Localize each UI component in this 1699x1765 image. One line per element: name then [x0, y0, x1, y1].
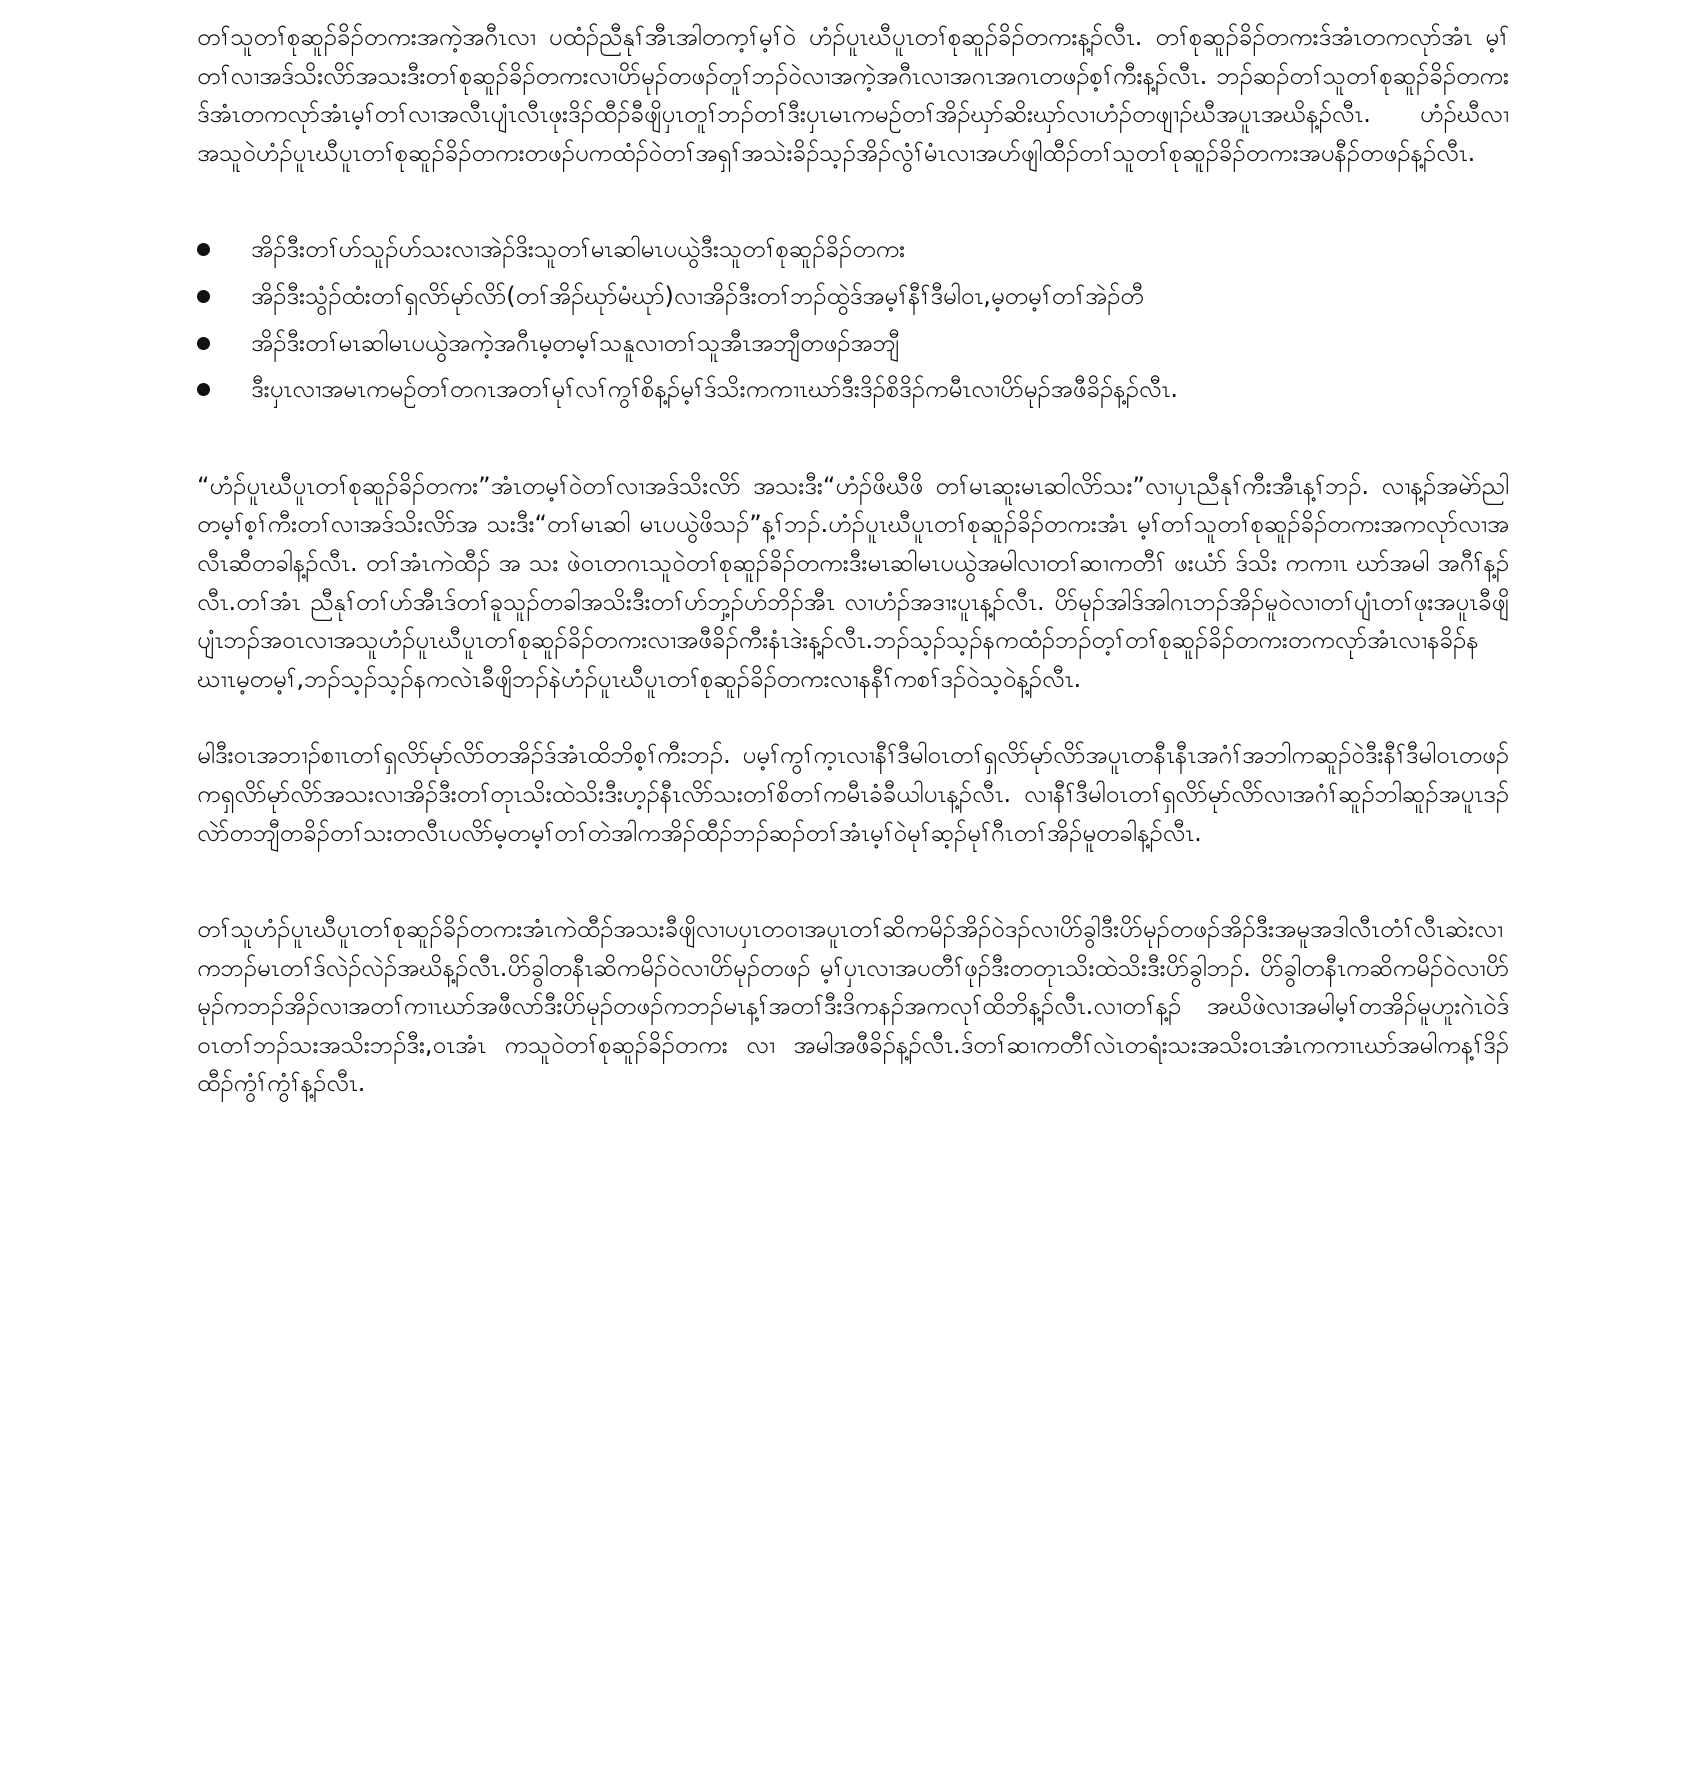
- bullet-dot-icon: [197, 337, 210, 350]
- bullet-dot-icon: [197, 290, 210, 303]
- paragraph-2: “ဟံၣ်ပူၤဃီပူၤတၢ်စုဆူၣ်ခိၣ်တကး”အံၤတမ့ၢ်ဝဲတၢ်လၢအဒ်သိးလိာ် အသးဒီး“ဟံၣ်ဖိဃီဖိ တၢ်မၤဆူးမၤဆါလိာ်သး”လၢပှၤညီနုၢ်ကီးအီၤန့ၢ်ဘၣ်. လၢန့ၣ်အမဲာ်ညါတမ့ၢ်စ့ၢ်ကီးတၢ်လၢအဒ်သိးလိာ်အ သးဒီး“တၢ်မၤဆါ မၤပယွဲဖိသၣ်”န့ၢ်ဘၣ်.ဟံၣ်ပူၤဃီပူၤတၢ်စုဆူၣ်ခိၣ်တကးအံၤ မ့ၢ်တၢ်သူတၢ်စုဆူၣ်ခိၣ်တကးအကလုာ်လၢအလီၤဆီတခါန့ၣ်လီၤ. တၢ်အံၤကဲထီၣ် အ သး ဖဲဝၤတဂၤသူဝဲတၢ်စုဆူၣ်ခိၣ်တကးဒီးမၤဆါမၤပယွဲအမါလၢတၢ်ဆၢကတီၢ် ဖးယံာ် ဒ်သိး ကကၢၤ ဃာ်အမါ အဂီၢ်န့ၣ် လီၤ.တၢ်အံၤ ညီနုၢ်တၢ်ဟ်အီၤဒ်တၢ်ခူသူၣ်တခါအသိးဒီးတၢ်ဟ်ဘှ့ၣ်ဟ်ဘိၣ်အီၤ လၢဟံၣ်အဒၢးပူၤန့ၣ်လီၤ. ပိာ်မုၣ်အါဒ်အါဂၤဘၣ်အိၣ်မူဝဲလၢတၢ်ပျံၤတၢ်ဖုးအပူၤခီဖျိပျံၤဘၣ်အဝၤလၢအသူဟံၣ်ပူၤဃီပူၤတၢ်စုဆူၣ်ခိၣ်တကးလၢအဖီခိၣ်ကီးနံၤဒဲးန့ၣ်လီၤ.ဘၣ်သ့ၣ်သ့ၣ်နကထံၣ်ဘၣ်တ့ၢ်တၢ်စုဆူၣ်ခိၣ်တကးတကလုာ်အံၤလၢနခိၣ်နဃၢၤမ့တမ့ၢ်,ဘၣ်သ့ၣ်သ့ၣ်နကလဲၤခီဖျိဘၣ်နဲဟံၣ်ပူၤဃီပူၤတၢ်စုဆူၣ်ခိၣ်တကးလၢနနီၢ်ကစၢ်ဒၣ်ဝဲသ့ဝဲန့ၣ်လီၤ.: [197, 471, 1510, 693]
- intro-paragraph: တၢ်သူတၢ်စုဆူၣ်ခိၣ်တကးအကဲ့အဂီၤလၢ ပထံၣ်ညီနုၢ်အီၤအါတက့ၢ်မ့ၢ်ဝဲ ဟံၣ်ပူၤဃီပူၤတၢ်စုဆူၣ်ခိၣ်တကးန့ၣ်လီၤ. တၢ်စုဆူၣ်ခိၣ်တကးဒ်အံၤတကလုာ်အံၤ မ့ၢ်တၢ်လၢအဒ်သိးလိာ်အသးဒီးတၢ်စုဆူၣ်ခိၣ်တကးလၢပိာ်မုၣ်တဖၣ်တူၢ်ဘၣ်ဝဲလၢအကဲ့အဂီၤလၢအဂၤအဂၤတဖၣ်စ့ၢ်ကီးန့ၣ်လီၤ. ဘၣ်ဆၣ်တၢ်သူတၢ်စုဆူၣ်ခိၣ်တကးဒ်အံၤတကလုာ်အံၤမ့ၢ်တၢ်လၢအလီၤပျံၤလီၤဖုးဒိၣ်ထီၣ်ခီဖျိပှၤတူၢ်ဘၣ်တၢ်ဒီးပှၤမၤကမဉ်တၢ်အိၣ်ဃှာ်ဆိးဃှာ်လၢဟံၣ်တဖျၢၣ်ဃီအပူၤအဃိန့ၣ်လီၤ. ဟံၣ်ဃီလၢအသူဝဲဟံၣ်ပူၤဃီပူၤတၢ်စုဆူၣ်ခိၣ်တကးတဖၣ်ပကထံၣ်ဝဲတၢ်အရှၢ်အသဲးခိၣ်သ့ၣ်အိၣ်လွံၢ်မံၤလၢအဟ်ဖျါထီၣ်တၢ်သူတၢ်စုဆူၣ်ခိၣ်တကးအပနီၣ်တဖၣ်န့ၣ်လီၤ.: [197, 23, 1509, 167]
- bullet-item-3: [197, 324, 1509, 363]
- bullet-item-2: [197, 277, 1509, 316]
- bullet-text: အိၣ်ဒီးတၢ်မၤဆါမၤပယွဲအကဲ့အဂီၤမ့တမ့ၢ်သနူလၢတၢ်သူအီၤအဘျီတဖၣ်အဘျီ: [251, 328, 900, 357]
- bullet-text: အိၣ်ဒီးသွံၣ်ထံးတၢ်ရှလိာ်မုာ်လိာ်(တၢ်အိၣ်ဃုာ်မံဃုာ်)လၢအိၣ်ဒီးတၢ်ဘၣ်ထွဲဒ်အမ့ၢ်နီၢ်ဒီမါဝၤ,မ့တမ့ၢ်တၢ်အဲၣ်တီ: [251, 281, 1144, 310]
- bullet-item-4: [197, 370, 1509, 409]
- bullet-list: [197, 230, 1509, 408]
- bullet-dot-icon: [197, 243, 210, 256]
- bullet-text: အိၣ်ဒီးတၢ်ဟ်သူၣ်ဟ်သးလၢအဲၣ်ဒိးသူတၢ်မၤဆါမၤပယွဲဒီးသူတၢ်စုဆူၣ်ခိၣ်တကး: [251, 235, 906, 264]
- bullet-dot-icon: [197, 383, 210, 396]
- paragraph-4: တၢ်သူဟံၣ်ပူၤဃီပူၤတၢ်စုဆူၣ်ခိၣ်တကးအံၤကဲထီၣ်အသးခီဖျိလၢပပှၤတဝၢအပူၤတၢ်ဆိကမိၣ်အိၣ်ဝဲဒၣ်လၢပိာ်ခွါဒီးပိာ်မုၣ်တဖၣ်အိၣ်ဒီးအမူအဒါလီၤတံၢ်လီၤဆဲးလၢကဘၣ်မၤတၢ်ဒ်လဲၣ်လဲၣ်အဃိန့ၣ်လီၤ.ပိာ်ခွါတနီၤဆိကမိၣ်ဝဲလၢပိာ်မုၣ်တဖၣ် မ့ၢ်ပှၤလၢအပတီၢ်ဖုၣ်ဒီးတတုၤသိးထဲသိးဒီးပိာ်ခွါဘၣ်. ပိာ်ခွါတနီၤကဆိကမိၣ်ဝဲလၢပိာ်မုၣ်ကဘၣ်အိၣ်လၢအတၢ်ကၢၤဃာ်အဖီလာ်ဒီးပိာ်မုၣ်တဖၣ်ကဘၣ်မၤန့ၢ်အတၢ်ဒီးဒိကနၣ်အကလုၢ်ထိဘိန့ၣ်လီၤ.လၢတၢ်န့ၣ် အဃိဖဲလၢအမါမ့ၢ်တအိၣ်မူဟူးဂဲၤဝဲဒ်ဝၤတၢ်ဘၣ်သးအသိးဘၣ်ဒီး,ဝၤအံၤ ကသူဝဲတၢ်စုဆူၣ်ခိၣ်တကး လၢ အမါအဖီခိၣ်န့ၣ်လီၤ.ဒ်တၢ်ဆၢကတီၢ်လဲၤတရံးသးအသိးဝၤအံၤကကၢၤဃာ်အမါကန့ၢ်ဒိၣ်ထီၣ်ကွံၢ်ကွံၢ်န့ၣ်လီၤ.: [197, 915, 1509, 1098]
- bullet-text: ဒီးပှၤလၢအမၤကမဉ်တၢ်တဂၤအတၢ်မုၢ်လၢ်ကွၢ်စိန့ၣ်မ့ၢ်ဒ်သိးကကၢၤဃာ်ဒီးဒိၣ်စိဒိၣ်ကမီၤလၢပိာ်မုၣ်အဖီခိၣ်န့ၣ်လီၤ.: [251, 375, 1179, 404]
- paragraph-3: မါဒီးဝၤအဘၢၣ်စၢၤတၢ်ရှလိာ်မုာ်လိာ်တအိၣ်ဒ်အံၤထိဘိစ့ၢ်ကီးဘၣ်. ပမ့ၢ်ကွၢ်က့ၤလၢနီၢ်ဒီမါဝၤတၢ်ရှလိာ်မုာ်လိာ်အပူၤတနီၤနီၤအဂံၢ်အဘါကဆူၣ်ဝဲဒီးနီၢ်ဒီမါဝၤတဖၣ်ကရှလိာ်မုာ်လိာ်အသးလၢအိၣ်ဒီးတၢ်တုၤသိးထဲသိးဒီးဟ့ၣ်နီၤလိာ်သးတၢ်စိတၢ်ကမီၤခံခီယါပၤန့ၣ်လီၤ. လၢနီၢ်ဒီမါဝၤတၢ်ရှလိာ်မုာ်လိာ်လၢအဂံၢ်ဆူၣ်ဘါဆူၣ်အပူၤဒၣ်လဲာ်တဘျီတခိၣ်တၢ်သးတလီၤပလိာ်မ့တမ့ၢ်တၢ်တဲအါကအိၣ်ထီၣ်ဘၣ်ဆၣ်တၢ်အံၤမ့ၢ်ဝဲမုၢ်ဆ့ၣ်မုၢ်ဂီၤတၢ်အိၣ်မူတခါန့ၣ်လီၤ.: [197, 741, 1509, 847]
- bullet-item-1: [197, 230, 1509, 269]
